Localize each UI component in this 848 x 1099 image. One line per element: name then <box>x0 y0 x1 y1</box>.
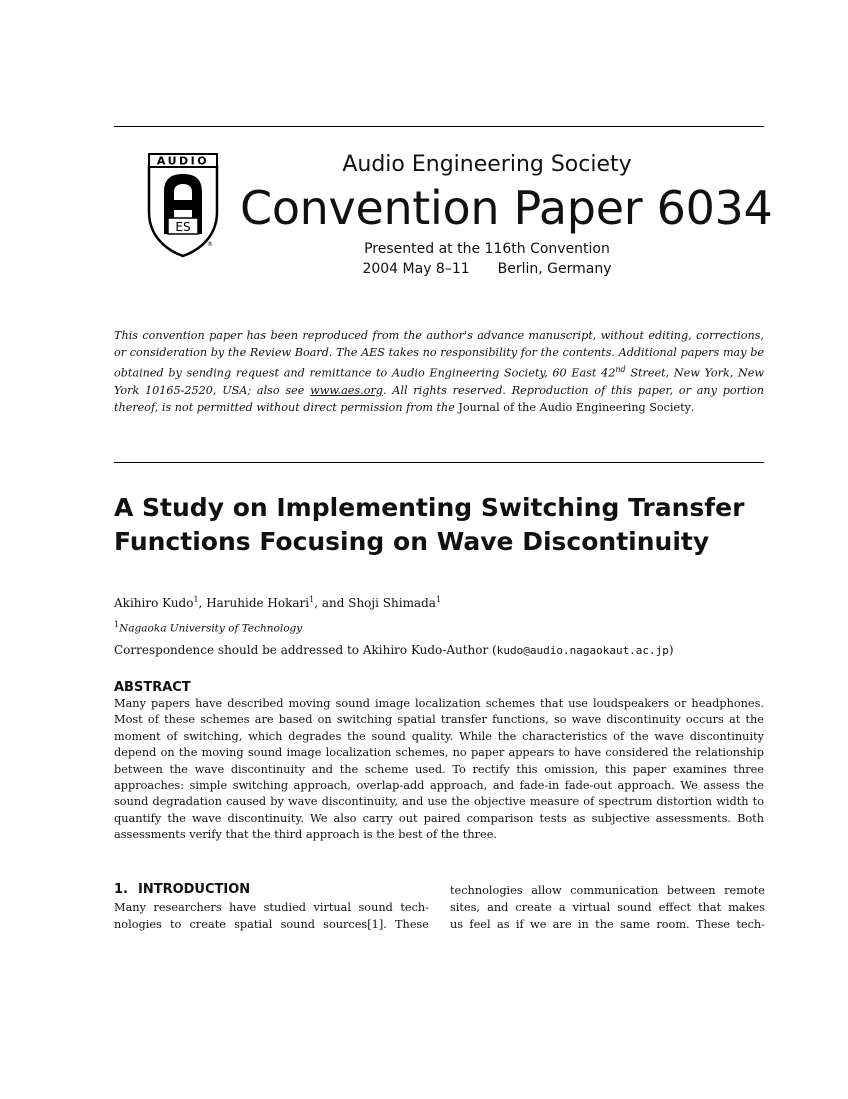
correspondence <box>114 643 764 657</box>
paper-title <box>114 491 794 559</box>
author-2-affil-mark: 1 <box>309 595 315 604</box>
society-name: Audio Engineering Society <box>342 152 632 177</box>
intro-left-column <box>114 899 429 933</box>
abstract-heading: ABSTRACT <box>114 680 191 695</box>
author-1: Akihiro Kudo <box>114 596 194 610</box>
intro-right-column <box>450 882 765 933</box>
correspondence-close: ) <box>668 643 674 657</box>
aes-logo <box>146 152 222 260</box>
top-rule <box>114 126 764 127</box>
convention-place: Berlin, Germany <box>497 261 612 277</box>
convention-date: 2004 May 8–11 <box>362 261 470 277</box>
paper-title-line1: A Study on Implementing Switching Transfer <box>114 493 745 522</box>
logo-bottom-text: ES <box>175 220 191 234</box>
section-number: 1. <box>114 882 128 897</box>
author-3-affil-mark: 1 <box>435 595 442 604</box>
logo-top-text: AUDIO <box>156 154 210 168</box>
intro-right-line-1: technologies allow communication between remote <box>450 884 765 897</box>
middle-rule <box>114 462 764 463</box>
author-separator: , <box>198 596 207 610</box>
affiliation-mark: 1 <box>114 620 120 629</box>
affiliation-name: Nagaoka University of Technology <box>119 622 303 635</box>
intro-right-line-2: sites, and create a virtual sound effect that makes <box>450 901 765 914</box>
convention-paper-title: Convention Paper 6034 <box>240 181 773 235</box>
author-1-affil-mark: 1 <box>193 595 199 604</box>
affiliation <box>114 620 764 635</box>
author-2: Haruhide Hokari <box>206 596 310 610</box>
paper-title-line2: Functions Focusing on Wave Discontinuity <box>114 527 710 556</box>
logo-registered-mark: ® <box>207 241 213 248</box>
author-list <box>114 595 764 610</box>
disclaimer-part1: This convention paper has been reproduced from the author's advance manuscript, without editing, corrections, or consideration by the Review Board. The AES takes no responsibility for the contents. Additional papers may be obtained by sending request and remittance to Audio Engineering Society, 60 East 42 <box>114 329 764 380</box>
journal-name: Journal of the Audio Engineering Society <box>458 400 691 414</box>
disclaimer-part4: . <box>690 400 695 414</box>
author-separator: , and <box>314 596 349 610</box>
disclaimer-sup: nd <box>615 365 626 374</box>
intro-right-line-3: us feel as if we are in the same room. These tech- <box>450 918 765 931</box>
section-title: INTRODUCTION <box>138 882 251 897</box>
author-3: Shoji Shimada <box>348 596 436 610</box>
abstract-text: Many papers have described moving sound image localization schemes that use loudspeakers or headphones. Most of these schemes are based on switching spatial transfer functions, so wave discontinuity occurs at the moment of switching, which degrades the sound quality. While the characteristics of the wave discontinuity depend on the moving sound image localization schemes, no paper appears to have considered the relationship between the wave discontinuity and the scheme used. To rectify this omission, this paper examines three approaches: simple switching approach, overlap-add approach, and fade-in fade-out approach. We assess the sound degradation caused by wave discontinuity, and use the objective measure of spectrum distortion width to quantify the wave discontinuity. We also carry out paired comparison tests as subjective assessments. Both assessments verify that the third approach is the best of the three. <box>114 697 764 842</box>
presented-line: Presented at the 116th Convention <box>364 241 610 257</box>
correspondence-text: Correspondence should be addressed to Akihiro Kudo-Author ( <box>114 643 497 657</box>
section-heading-introduction <box>114 882 250 897</box>
intro-left-line-1: Many researchers have studied virtual sound tech- <box>114 901 429 914</box>
aes-url-link[interactable]: www.aes.org <box>310 383 383 397</box>
disclaimer-part2: Street, New York, New York 10165-2520, USA; also see <box>114 366 764 397</box>
disclaimer <box>114 327 764 416</box>
correspondence-email[interactable]: kudo@audio.nagaokaut.ac.jp <box>496 644 669 657</box>
date-place-line <box>300 261 674 277</box>
intro-left-line-2: nologies to create spatial sound sources[1]. These <box>114 918 429 931</box>
disclaimer-part3: . All rights reserved. Reproduction of this paper, or any portion thereof, is not permitted without direct permission from the <box>114 383 764 414</box>
